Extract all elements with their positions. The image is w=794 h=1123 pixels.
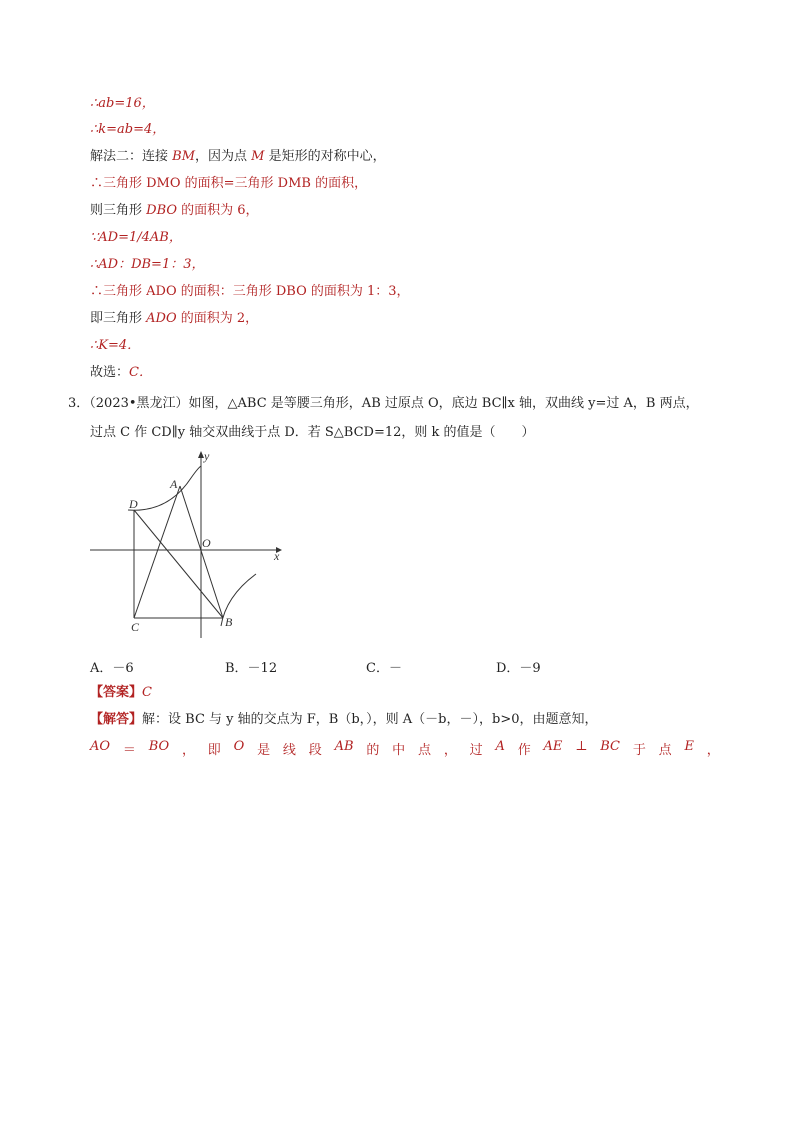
text-segment: C． [129, 365, 152, 380]
solution-word: 即 [207, 743, 221, 758]
text-segment: BM [172, 149, 196, 164]
text-segment: ADO [146, 311, 177, 326]
option-b: B．－12 [225, 661, 278, 676]
solution-tag: 【解答】 [90, 712, 143, 727]
solution-word: 作 [517, 743, 531, 758]
solution-justified-line [90, 739, 720, 758]
solution-word: ， [706, 743, 720, 758]
solution-word: 点 [418, 743, 432, 758]
solution-word: 是 [257, 743, 271, 758]
solution-word: ＝ [122, 743, 136, 758]
answer-line [90, 684, 152, 702]
segment-ac [134, 486, 180, 618]
solution-intro [90, 711, 598, 729]
solution-line-8: ∴三角形 ADO 的面积：三角形 DBO 的面积为 1：3， [90, 284, 410, 299]
solution-word: 段 [308, 743, 322, 758]
solution-word: ， [443, 743, 457, 758]
option-d: D．－9 [496, 661, 541, 676]
solution-text: 解：设 BC 与 y 轴的交点为 F，B（b，），则 A（－b，－），b>0，由题意知， [142, 712, 598, 727]
question-source: （2023•黑龙江） [89, 396, 189, 411]
text-segment: DBO [146, 203, 178, 218]
solution-line-3 [90, 148, 386, 166]
solution-line-2: ∴k=ab=4， [90, 122, 166, 137]
solution-line-9 [90, 310, 258, 328]
text-segment: 则三角形 [90, 203, 147, 218]
option-c: C．－ [366, 661, 402, 676]
solution-word: 于 [632, 743, 646, 758]
solution-word: A [495, 739, 505, 754]
segment-db [134, 510, 223, 618]
option-a: A．－6 [90, 661, 134, 676]
solution-word: AB [334, 739, 354, 754]
text-segment: 故选： [90, 365, 130, 380]
label-b: B [225, 615, 233, 629]
question-line-2: 过点 C 作 CD∥y 轴交双曲线于点 D．若 S△BCD=12，则 k 的值是（ ） [90, 425, 535, 440]
solution-word: O [233, 739, 245, 754]
solution-line-5 [90, 202, 259, 220]
solution-line-6: ∵AD=1/4AB， [90, 230, 182, 245]
solution-word: BO [148, 739, 170, 754]
text-segment: 解法二：连接 [90, 149, 173, 164]
answer-value: C [142, 685, 152, 700]
question-line-1 [68, 395, 699, 413]
solution-word: 点 [658, 743, 672, 758]
text-segment: 是矩形的对称中心， [264, 149, 386, 164]
solution-word: 中 [392, 743, 406, 758]
solution-word: AO [90, 739, 111, 754]
solution-word: 线 [282, 743, 296, 758]
solution-word: 过 [469, 743, 483, 758]
text-segment: 即三角形 [90, 311, 147, 326]
label-c: C [131, 620, 140, 634]
label-a: A [170, 477, 178, 491]
label-y: y [204, 449, 210, 463]
solution-word: BC [600, 739, 621, 754]
solution-line-7: ∴AD：DB=1：3， [90, 257, 205, 272]
text-segment: 的面积为 6， [177, 203, 259, 218]
text-segment: ，因为点 [195, 149, 252, 164]
label-o: O [202, 536, 211, 550]
solution-word: 的 [366, 743, 380, 758]
solution-line-1: ∴ab=16， [90, 96, 155, 111]
solution-word: E [684, 739, 694, 754]
solution-word: ， [181, 743, 195, 758]
solution-line-10: ∴K=4． [90, 338, 141, 353]
label-x: x [274, 549, 280, 563]
question-number: 3． [68, 396, 90, 411]
solution-word: ⊥ [575, 739, 588, 754]
solution-line-11 [90, 364, 152, 382]
text-segment: 的面积为 2， [176, 311, 259, 326]
solution-word: AE [543, 739, 563, 754]
geometry-figure [88, 448, 288, 648]
solution-line-4: ∴三角形 DMO 的面积=三角形 DMB 的面积， [90, 176, 368, 191]
hyperbola-branch-upper [128, 466, 201, 510]
question-text: 如图，△ABC 是等腰三角形，AB 过原点 O，底边 BC∥x 轴，双曲线 y=过 A，B 两点， [188, 396, 699, 411]
answer-tag: 【答案】 [90, 685, 143, 700]
text-segment: M [251, 149, 265, 164]
label-d: D [129, 497, 138, 511]
